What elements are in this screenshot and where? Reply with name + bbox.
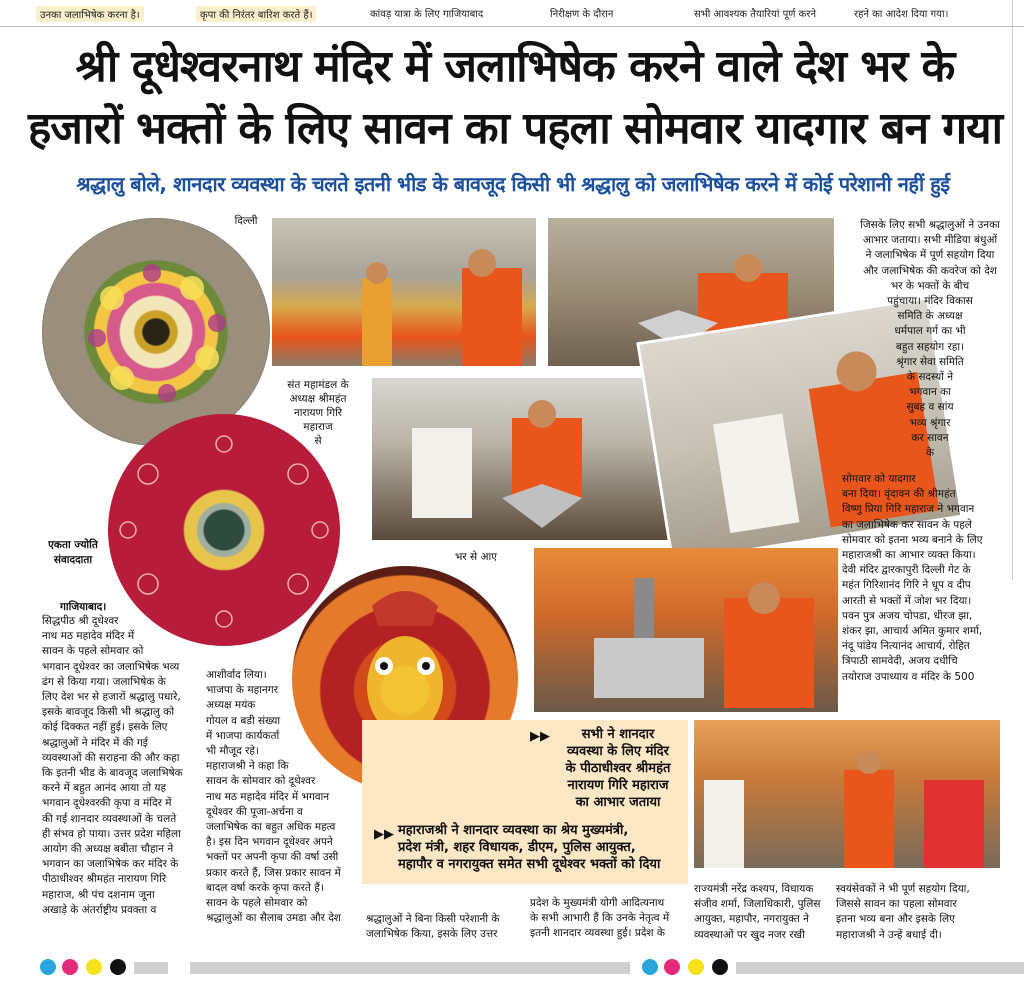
strip-text: कांवड़ यात्रा के लिए गाजियाबाद (370, 9, 484, 20)
cyan-dot (642, 959, 658, 975)
highlight-arrow-1: ▶▶ (530, 729, 550, 744)
dateline-ghaziabad: गाजियाबाद। (60, 601, 107, 613)
puja-photo-1 (272, 218, 536, 366)
magenta-dot (664, 959, 680, 975)
headline-line-1: श्री दूधेश्वरनाथ मंदिर में जलाभिषेक करने वाले देश भर के (75, 41, 955, 92)
right-col-top: जिसके लिए सभी श्रद्धालुओं ने उनका आभार जताया। सभी मीडिया बंधुओं ने जलाभिषेक में पूर्ण सहयोग दिया और जलाभिषेक की कवरेज को देश भर के भक्तों के बीच पहुंचाया। मंदिर विकास समिति के अध्यक्ष धर्मपाल गर्ग का भी बहुत सहयोग रहा। श्रृंगार सेवा समिति के सदस्यों ने भगवान का सुबह व सांय भव्य श्रृंगार कर सावन के (860, 219, 1000, 460)
cyan-dot (40, 959, 56, 975)
article-col-5: राज्यमंत्री नरेंद्र कश्यप, विधायक संजीव शर्मा, जिलाधिकारी, पुलिस आयुक्त, महापौर, नगरायुक्त ने व्यवस्थाओं पर खुद नजर रखी (694, 883, 821, 941)
caption-mahant: संत महामंडल के अध्यक्ष श्रीमहंत नारायण गिरि महाराज से (287, 379, 349, 447)
article-col-1: सिद्धपीठ श्री दूधेश्वर नाथ मठ महादेव मंदिर में सावन के पहले सोमवार को भगवान दूधेश्वर का जलाभिषेक भव्य ढंग से किया गया। जलाभिषेक के लिए देश भर से हजारों श्रद्धालु पधारे, इसके बावजूद किसी भी श्रद्धालु को कोई दिक्कत नहीं हुई। इसके लिए श्रद्धालुओं ने मंदिर में की गई व्यवस्थाओं की सराहना की और कहा कि इतनी भीड के बावजूद जलाभिषेक करने में बहुत आनंद आया तो यह भगवान दूधेश्वरकी कृपा व मंदिर में की गई शानदार व्यवस्थाओं के चलते ही संभव हो पाया। उत्तर प्रदेश महिला आयोग की अध्यक्ष बबीता चौहान ने भगवान का जलाभिषेक कर मंदिर के पीठाधीश्वर श्रीमहंत नारायण गिरि महाराज, श्री पंच दशनाम जूना अखाड़े के अंतर्राष्ट्रीय प्रवक्ता व (42, 615, 183, 916)
strip-text: कृपा की निरंतर बारिश करते हैं। (196, 6, 316, 22)
column-divider (1012, 0, 1013, 580)
puja-photo-3 (372, 378, 674, 540)
top-continuation-strip (0, 0, 1024, 27)
right-col-mid: सोमवार को यादगार बना दिया। वृंदावन की श्रीमहंत विष्णु प्रिया गिरि महाराज ने भगवान का जलाभिषेक कर सावन के पहले सोमवार को इतना भव्य बनाने के लिए महाराजश्री का आभार व्यक्त किया। देवी मंदिर द्वारकापुरी दिल्ली गेट के महंत गिरिशानंद गिरि ने धूप व दीप आरती से भक्तों में जोश भर दिया। पवन पुत्र अजय चोपडा, धीरज झा, शंकर झा, आचार्य अमित कुमार शर्मा, नंदू पांडेय नित्यानंद आचार्य, रोहित त्रिपाठी सामवेदी, अजय दधीचि तयोराज उपाध्याय व मंदिर के 500 (842, 473, 983, 683)
caption-bhar: भर से आए (455, 551, 497, 563)
grey-bar (736, 962, 1024, 974)
shivling-photo-top (42, 218, 270, 446)
strip-text: रहने का आदेश दिया गया। (854, 9, 949, 20)
headline-line-2: हजारों भक्तों के लिए सावन का पहला सोमवार यादगार बन गया (27, 103, 1003, 154)
highlight-text-2: महाराजश्री ने शानदार व्यवस्था का श्रेय मुख्यमंत्री, प्रदेश मंत्री, शहर विधायक, डीएम, पुलिस आयुक्त, महापौर व नगरायुक्त समेत सभी दूधेश्वर भक्तों को दिया (398, 823, 661, 872)
subheadline: श्रद्धालु बोले, शानदार व्यवस्था के चलते इतनी भीड के बावजूद किसी भी श्रद्धालु को जलाभिषेक करने में कोई परेशानी नहीं हुई (76, 172, 950, 196)
magenta-dot (62, 959, 78, 975)
dateline-delhi: दिल्ली (234, 215, 258, 227)
strip-text: सभी आवश्यक तैयारियां पूर्ण करने (694, 9, 816, 20)
article-col-2: आशीर्वाद लिया। भाजपा के महानगर अध्यक्ष मयंक गोयल व बडी संख्या में भाजपा कार्यकर्ता भी मौजूद रहे। महाराजश्री ने कहा कि सावन के सोमवार को दूधेश्वर नाथ मठ महादेव मंदिर में भगवान दूधेश्वर की पूजा-अर्चना व जलाभिषेक का बहुत अधिक महत्व है। इस दिन भगवान दूधेश्वर अपने भक्तों पर अपनी कृपा की वर्षा उसी प्रकार करते हैं, जिस प्रकार सावन में बादल वर्षा करके कृपा करते हैं। सावन के पहले सोमवार को श्रद्धालुओं का सैलाब उमडा और देश (206, 669, 341, 925)
shivling-mahant-photo (534, 548, 838, 712)
yellow-dot (688, 959, 704, 975)
article-col-4: प्रदेश के मुख्यमंत्री योगी आदित्यनाथ के सभी आभारी हैं कि उनके नेतृत्व में इतनी शानदार व्यवस्था हुई। प्रदेश के (530, 897, 670, 940)
printer-registration-bar (0, 956, 1024, 978)
black-dot (712, 959, 728, 975)
highlight-text-1: सभी ने शानदार व्यवस्था के लिए मंदिर के पीठाधीश्वर श्रीमहंत नारायण गिरि महाराज का आभार जताया (565, 727, 671, 810)
strip-text: निरीक्षण के दौरान (550, 9, 614, 20)
black-dot (110, 959, 126, 975)
shivling-photo-decorated (108, 414, 340, 646)
strip-text: उनका जलाभिषेक करना है। (36, 6, 144, 22)
yellow-dot (86, 959, 102, 975)
highlight-arrow-2: ▶▶ (374, 827, 394, 842)
grey-bar (134, 962, 168, 974)
group-photo (694, 720, 1000, 868)
article-col-3: श्रद्धालुओं ने बिना किसी परेशानी के जलाभिषेक किया, इसके लिए उत्तर (366, 913, 500, 941)
grey-bar (190, 962, 630, 974)
article-col-6: स्वयंसेवकों ने भी पूर्ण सहयोग दिया, जिससे सावन का पहला सोमवार इतना भव्य बना और इसके लिए महाराजश्री ने उन्हें बधाई दी। (836, 883, 970, 941)
byline: एकता ज्योति संवाददाता (48, 539, 98, 567)
